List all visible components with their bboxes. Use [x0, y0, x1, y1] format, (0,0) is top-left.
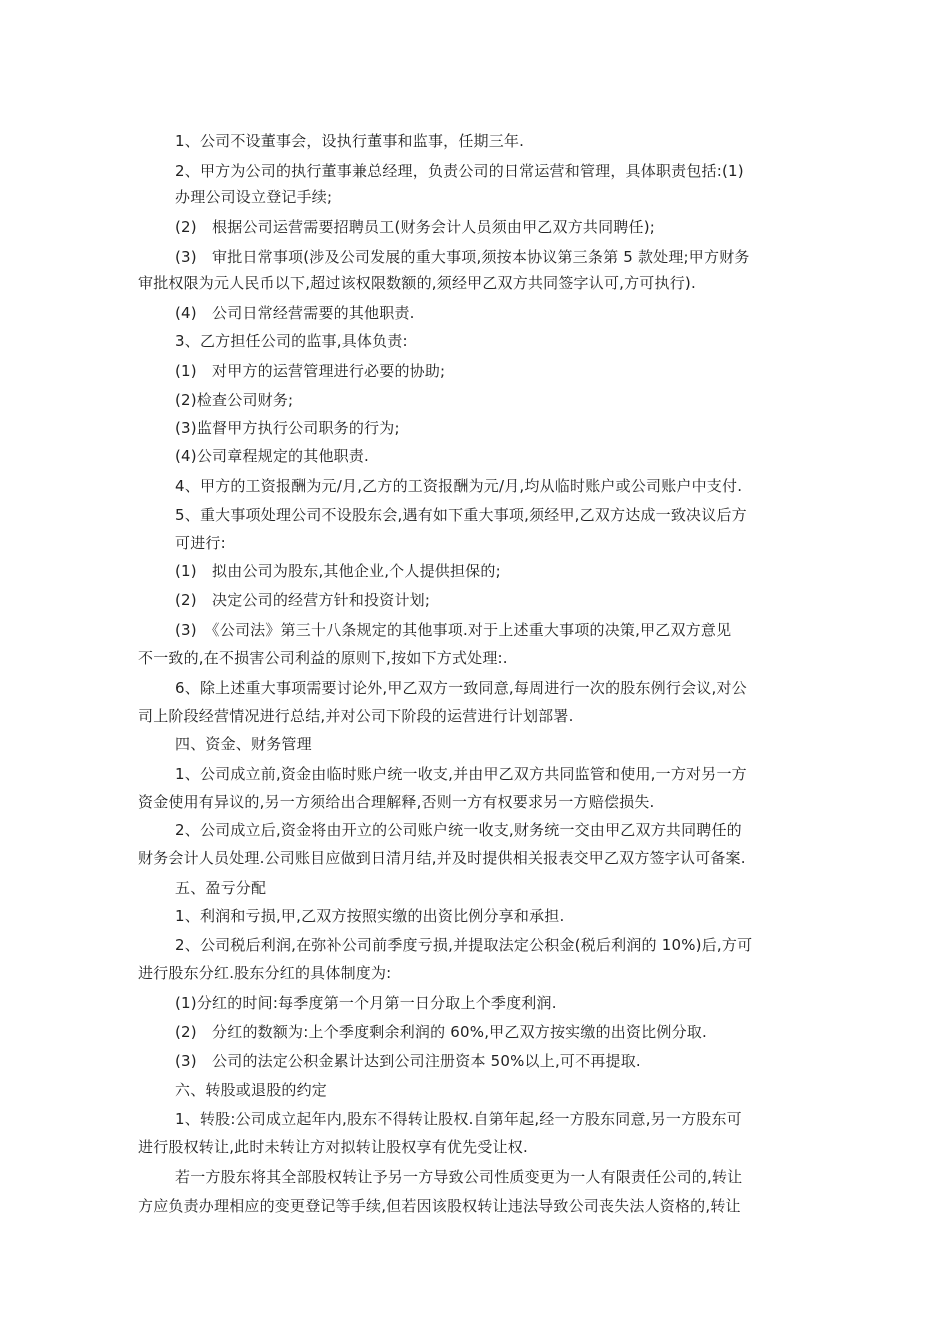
text-line: 不一致的,在不损害公司利益的原则下,按如下方式处理:.: [138, 649, 508, 667]
text-line: (3) 公司的法定公积金累计达到公司注册资本 50%以上,可不再提取.: [175, 1052, 641, 1070]
text-line: (1) 拟由公司为股东,其他企业,个人提供担保的;: [175, 562, 501, 580]
text-line: (3) 审批日常事项(涉及公司发展的重大事项,须按本协议第三条第 5 款处理;甲方财务: [175, 248, 750, 266]
text-line: 1、公司不设董事会，设执行董事和监事，任期三年.: [175, 132, 525, 150]
text-line: (2) 决定公司的经营方针和投资计划;: [175, 591, 431, 609]
text-line: 5、重大事项处理公司不设股东会,遇有如下重大事项,须经甲,乙双方达成一致决议后方: [175, 506, 747, 524]
text-line: (2)检查公司财务;: [175, 391, 294, 409]
text-line: (1) 对甲方的运营管理进行必要的协助;: [175, 362, 446, 380]
text-line: (2) 根据公司运营需要招聘员工(财务会计人员须由甲乙双方共同聘任);: [175, 218, 656, 236]
text-line: 2、甲方为公司的执行董事兼总经理，负责公司的日常运营和管理，具体职责包括:(1): [175, 162, 744, 180]
text-line: 进行股东分红.股东分红的具体制度为:: [138, 964, 392, 982]
text-line: 财务会计人员处理.公司账目应做到日清月结,并及时提供相关报表交甲乙双方签字认可备案.: [138, 849, 746, 867]
text-line: 2、公司税后利润,在弥补公司前季度亏损,并提取法定公积金(税后利润的 10%)后,方可: [175, 936, 753, 954]
text-line: 司上阶段经营情况进行总结,并对公司下阶段的运营进行计划部署.: [138, 707, 574, 725]
text-line: 六、转股或退股的约定: [175, 1081, 328, 1099]
text-line: 1、转股:公司成立起年内,股东不得转让股权.自第年起,经一方股东同意,另一方股东可: [175, 1110, 742, 1128]
text-line: (4) 公司日常经营需要的其他职责.: [175, 304, 415, 322]
text-line: 资金使用有异议的,另一方须给出合理解释,否则一方有权要求另一方赔偿损失.: [138, 793, 655, 811]
text-line: (2) 分红的数额为:上个季度剩余利润的 60%,甲乙双方按实缴的出资比例分取.: [175, 1023, 707, 1041]
text-line: 方应负责办理相应的变更登记等手续,但若因该股权转让违法导致公司丧失法人资格的,转让: [138, 1197, 741, 1215]
text-line: 1、利润和亏损,甲,乙双方按照实缴的出资比例分享和承担.: [175, 907, 565, 925]
text-line: 1、公司成立前,资金由临时账户统一收支,并由甲乙双方共同监管和使用,一方对另一方: [175, 765, 747, 783]
text-line: 2、公司成立后,资金将由开立的公司账户统一收支,财务统一交由甲乙双方共同聘任的: [175, 821, 742, 839]
text-line: 四、资金、财务管理: [175, 735, 312, 753]
text-line: 若一方股东将其全部股权转让予另一方导致公司性质变更为一人有限责任公司的,转让: [175, 1168, 743, 1186]
text-line: 6、除上述重大事项需要讨论外,甲乙双方一致同意,每周进行一次的股东例行会议,对公: [175, 679, 747, 697]
text-line: 五、盈亏分配: [175, 879, 267, 897]
text-line: 可进行:: [175, 534, 226, 552]
text-line: 4、甲方的工资报酬为元/月,乙方的工资报酬为元/月,均从临时账户或公司账户中支付.: [175, 477, 743, 495]
text-line: (1)分红的时间:每季度第一个月第一日分取上个季度利润.: [175, 994, 557, 1012]
text-line: 进行股权转让,此时未转让方对拟转让股权享有优先受让权.: [138, 1138, 528, 1156]
text-line: (4)公司章程规定的其他职责.: [175, 447, 370, 465]
text-line: 3、乙方担任公司的监事,具体负责:: [175, 332, 408, 350]
text-line: (3)监督甲方执行公司职务的行为;: [175, 419, 400, 437]
text-line: 办理公司设立登记手续;: [175, 188, 333, 206]
text-line: 审批权限为元人民币以下,超过该权限数额的,须经甲乙双方共同签字认可,方可执行).: [138, 274, 696, 292]
text-line: (3) 《公司法》第三十八条规定的其他事项.对于上述重大事项的决策,甲乙双方意见: [175, 621, 732, 639]
